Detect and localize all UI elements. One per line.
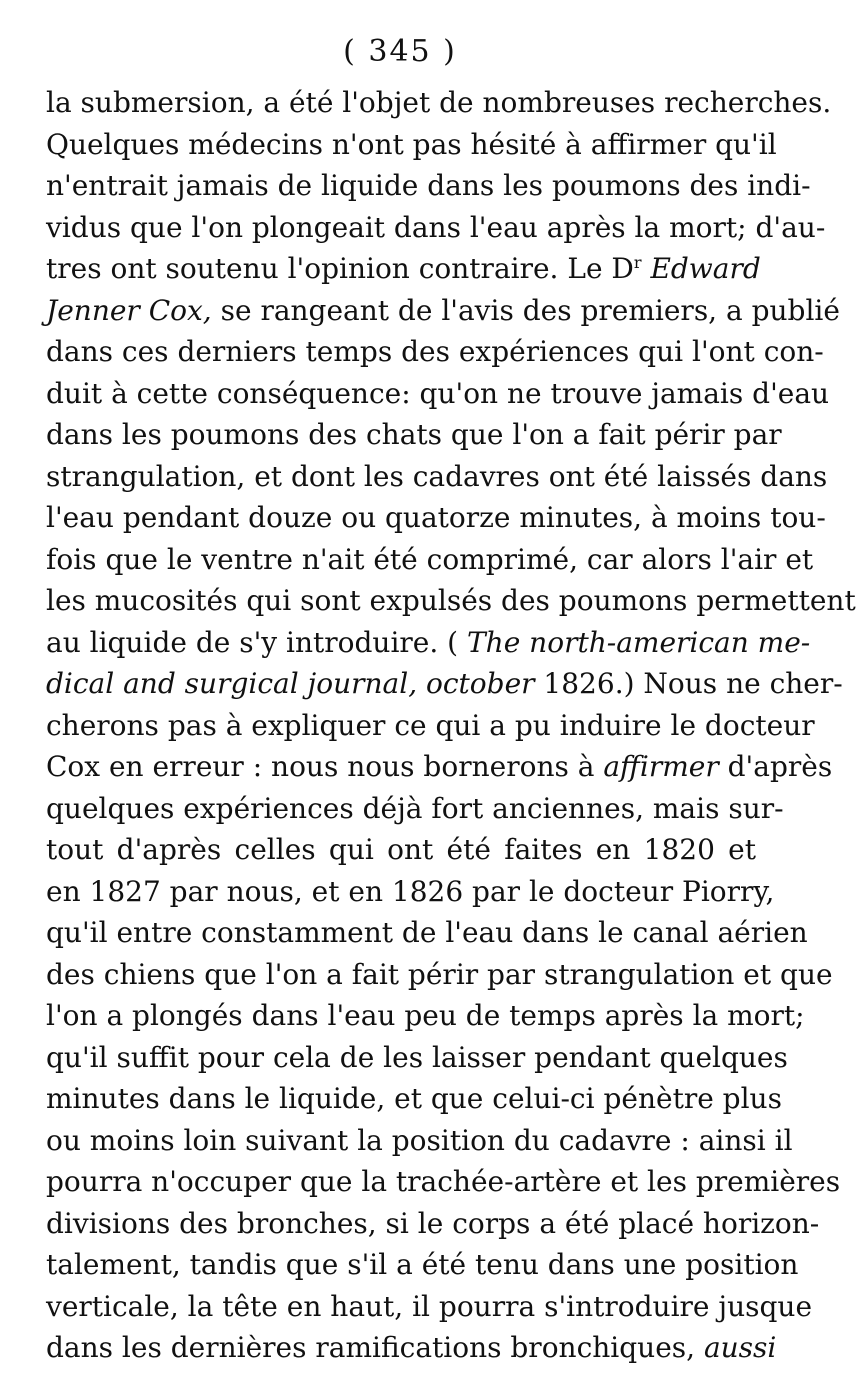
text-line [46,663,843,705]
text-segment: dans les dernières ramifications bronchiques, [46,1331,704,1364]
text-line [46,829,756,871]
italic-text: Edward [650,252,761,285]
text-line [46,912,808,954]
text-segment: la submersion, a été l'objet de nombreuses recherches. [46,86,832,119]
text-segment: des chiens que l'on a fait périr par strangulation et que [46,957,833,991]
text-segment: quelques expériences déjà fort anciennes, mais sur- [46,791,784,825]
text-line [46,539,814,581]
text-segment: verticale, la tête en haut, il pourra s'introduire jusque [46,1289,813,1323]
text-line [46,1286,813,1328]
italic-text: aussi [703,1331,777,1364]
text-line [46,165,811,207]
text-line [46,456,828,498]
text-segment: qu'il entre constamment de l'eau dans le canal aérien [46,916,808,949]
text-segment: en 1827 par nous, et en 1826 par le docteur Piorry, [46,874,775,908]
text-line [46,414,782,456]
text-line [46,705,815,747]
text-line [46,1037,788,1079]
text-line [46,1327,777,1369]
text-segment: se rangeant de l'avis des premiers, a publié [211,293,840,327]
italic-text: The north-american me- [467,625,811,659]
text-line [46,871,775,913]
text-segment: duit à cette conséquence: qu'on ne trouve jamais d'eau [46,376,830,410]
text-segment: ou moins loin suivant la position du cadavre : ainsi il [46,1123,793,1157]
text-segment: Quelques médecins n'ont pas hésité à affirmer qu'il [46,127,777,161]
text-line [46,1078,782,1120]
text-segment: minutes dans le liquide, et que celui-ci pénètre plus [46,1082,782,1115]
text-line [46,580,856,622]
text-segment: tout d'après celles qui ont été faites en 1820 et [46,833,756,866]
text-segment: divisions des bronches, si le corps a été placé horizon- [46,1206,820,1240]
text-line [46,82,832,124]
text-line [46,1161,841,1203]
text-line [46,207,826,249]
text-segment: tres ont soutenu l'opinion contraire. Le D [46,252,634,285]
text-line [46,995,805,1037]
text-segment: au liquide de s'y introduire. ( [46,625,467,659]
text-line [46,290,840,332]
superscript-text: r [633,253,642,272]
text-segment: dans les poumons des chats que l'on a fait périr par [46,418,782,451]
text-segment: cherons pas à expliquer ce qui a pu induire le docteur [46,708,815,742]
text-line [46,788,784,830]
text-segment: pourra n'occuper que la trachée-artère et les premières [46,1165,841,1198]
text-line [46,248,761,290]
text-line [46,1244,799,1286]
text-segment: dans ces derniers temps des expériences qui l'ont con- [46,335,824,368]
italic-text: Jenner Cox, [46,293,212,327]
text-segment: les mucosités qui sont expulsés des poumons permettent [46,584,856,617]
text-segment: qu'il suffit pour cela de les laisser pendant quelques [46,1040,788,1074]
text-segment: 1826.) Nous ne cher- [534,667,843,700]
text-line [46,124,777,166]
text-segment: fois que le ventre n'ait été comprimé, car alors l'air et [46,542,814,576]
text-segment: Cox en erreur : nous nous bornerons à [46,750,604,783]
text-line [46,331,824,373]
text-segment: l'on a plongés dans l'eau peu de temps après la mort; [46,999,805,1032]
text-line [46,1203,820,1245]
text-segment: d'après [718,750,833,783]
italic-text: affirmer [603,750,719,783]
text-line [46,1120,793,1162]
text-line [46,497,826,539]
text-segment: strangulation, et dont les cadavres ont été laissés dans [46,459,828,493]
text-segment: l'eau pendant douze ou quatorze minutes, à moins tou- [46,501,826,534]
text-line [46,954,833,996]
text-segment: talement, tandis que s'il a été tenu dans une position [46,1248,799,1281]
body-text [46,82,856,1369]
text-line [46,746,833,788]
text-segment: vidus que l'on plongeait dans l'eau après la mort; d'au- [46,210,826,244]
italic-text: dical and surgical journal, october [46,667,535,700]
page-number: ( 345 ) [343,34,457,69]
text-line [46,622,811,664]
text-line [46,373,830,415]
text-segment: n'entrait jamais de liquide dans les poumons des indi- [46,169,811,202]
